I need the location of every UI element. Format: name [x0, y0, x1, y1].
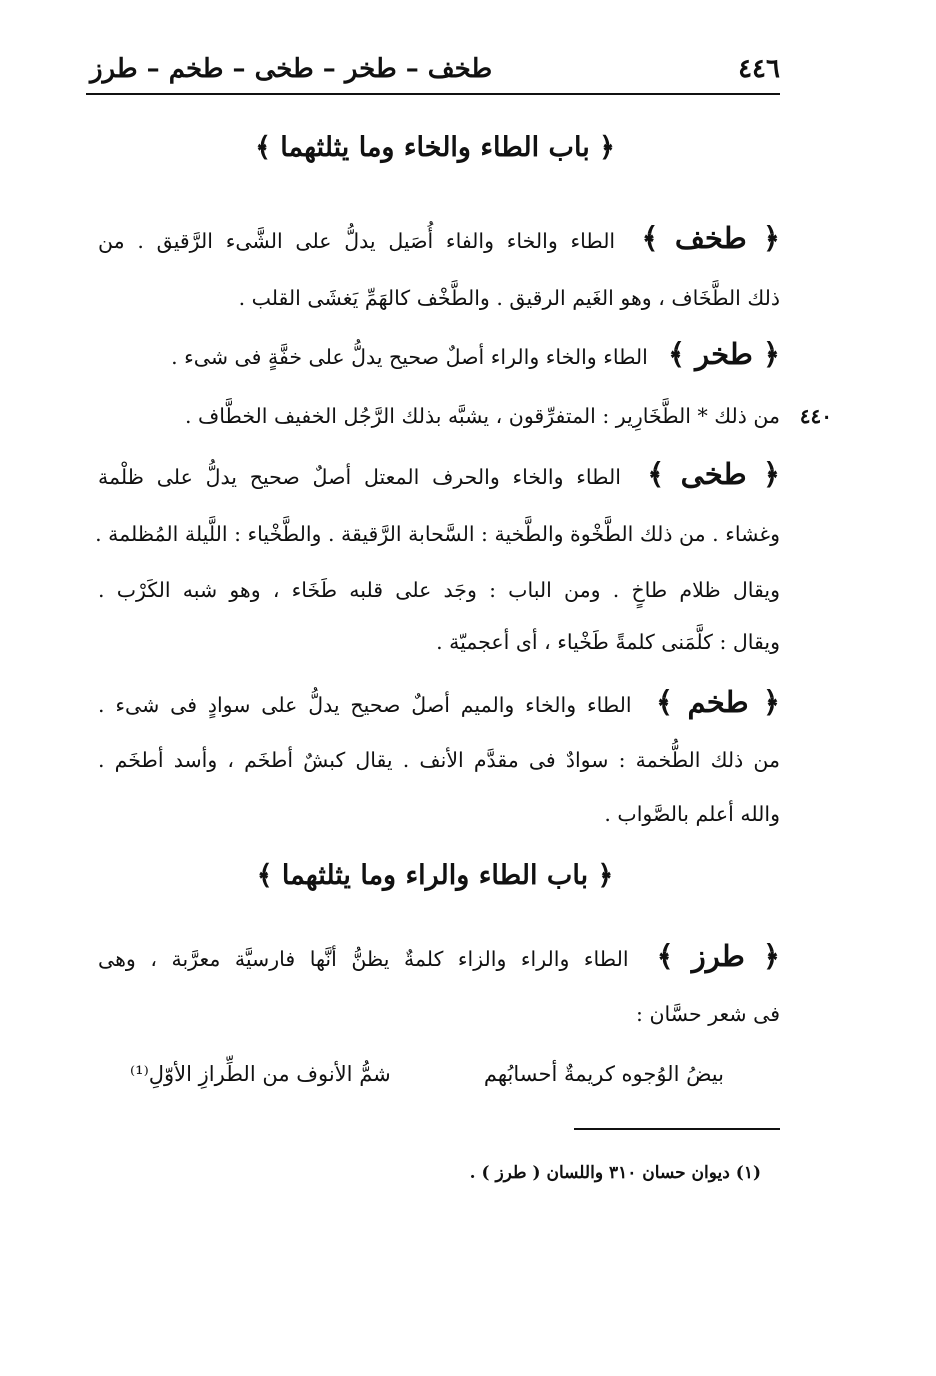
entry-takhf-line-2: ذلك الطَّخَاف ، وهو الغَيم الرقيق . والطَّخْف كالهَمِّ يَغشَى القلب . — [238, 286, 780, 310]
open-bracket-ornament: ﴿ — [762, 685, 780, 719]
close-bracket-ornament: ﴾ — [656, 685, 674, 719]
entry-takhm-line-1 — [98, 686, 780, 721]
headword-takhm-text: طخم — [687, 685, 749, 719]
chapter-heading-taa-khaa: ﴿ باب الطاء والخاء وما يثلثهما ﴾ — [255, 132, 615, 163]
entry-takhf-text-1: الطاء والخاء والفاء أُصَيل يدلُّ على الشَّىء الرَّقيق . من — [98, 229, 616, 253]
margin-reference-number: ٤٤٠ — [799, 404, 832, 428]
open-bracket-ornament: ﴿ — [763, 337, 780, 371]
headword-takhr — [658, 337, 780, 371]
headword-takhr-text: طخر — [695, 337, 753, 371]
entry-takha-line-4: ويقال : كلَّمَنى كلمةً طَخْياء ، أى أعجميّة . — [436, 630, 780, 654]
entry-takha-line-1 — [98, 458, 780, 493]
headword-takhf — [625, 221, 780, 255]
entry-takhm-line-2: من ذلك الطُّخمة : سوادٌ فى مقدَّم الأنف . يقال كبشٌ أطخَم ، وأسد أطخَم . — [98, 748, 780, 772]
close-bracket-ornament: ﴾ — [647, 457, 665, 491]
entry-takha-line-2: وغشاء . من ذلك الطَّخْوة والطَّخية : السَّحابة الرَّقيقة . والطَّخْياء : اللَّيلة المُظلمة . — [95, 522, 780, 546]
entry-takhf-line-1 — [98, 222, 780, 257]
close-bracket-ornament: ﴾ — [641, 221, 659, 255]
header-rule — [86, 93, 780, 95]
entry-taraz-text-1: الطاء والراء والزاء كلمةٌ يظنُّ أنَّها فارسيَّة معرَّبة ، وهى — [98, 947, 629, 971]
open-bracket-ornament: ﴿ — [762, 457, 780, 491]
open-bracket-ornament: ﴿ — [763, 221, 780, 255]
headword-takhf-text: طخف — [674, 221, 747, 255]
headword-takhm — [642, 685, 780, 719]
headword-taraz-text: طرز — [691, 939, 745, 973]
page-number: ٤٤٦ — [738, 54, 780, 84]
entry-taraz-line-1 — [98, 940, 780, 975]
entry-takha-line-3: ويقال ظلام طاخٍ . ومن الباب : وجَد على قلبه طَخَاء ، وهو شبه الكَرْب . — [98, 578, 780, 602]
headword-takha — [631, 457, 780, 491]
running-title: طخف – طخر – طخى – طخم – طرز — [90, 54, 493, 84]
close-bracket-ornament: ﴾ — [667, 337, 685, 371]
entry-takhm-line-3: والله أعلم بالصَّواب . — [604, 802, 780, 826]
open-bracket-ornament: ﴿ — [762, 939, 780, 973]
entry-taraz-line-2: فى شعر حسَّان : — [636, 1002, 780, 1026]
entry-takha-text-1: الطاء والخاء والحرف المعتل أصلٌ صحيح يدلُّ على ظلْمة — [98, 465, 621, 489]
entry-takhr-text-1: الطاء والخاء والراء أصلٌ صحيح يدلُّ على خفَّةٍ فى شىء . — [171, 345, 648, 369]
poetry-verse — [130, 1058, 724, 1090]
verse-second-hemistich: شمُّ الأنوف من الطِّرازِ الأوّلِ⁽¹⁾ — [130, 1062, 391, 1086]
close-bracket-ornament: ﴾ — [656, 939, 674, 973]
headword-takha-text: طخى — [680, 457, 747, 491]
footnote-rule — [574, 1128, 780, 1130]
running-head — [90, 48, 780, 90]
chapter-heading-taa-raa: ﴿ باب الطاء والراء وما يثلثهما ﴾ — [256, 860, 614, 891]
entry-takhr-line-1 — [98, 338, 780, 373]
entry-takhm-text-1: الطاء والخاء والميم أصلٌ صحيح يدلُّ على سوادٍ فى شىء . — [98, 693, 632, 717]
footnote: (١) ديوان حسان ٣١٠ واللسان ( طرز ) . — [469, 1163, 761, 1183]
entry-takhr-line-2: من ذلك * الطَّخَارِير : المتفرِّقون ، يشبَّه بذلك الرَّجُل الخفيف الخطَّاف . — [184, 404, 780, 428]
headword-taraz — [639, 939, 780, 973]
verse-first-hemistich: بيضُ الوُجوه كريمةٌ أحسابُهم — [483, 1062, 724, 1086]
